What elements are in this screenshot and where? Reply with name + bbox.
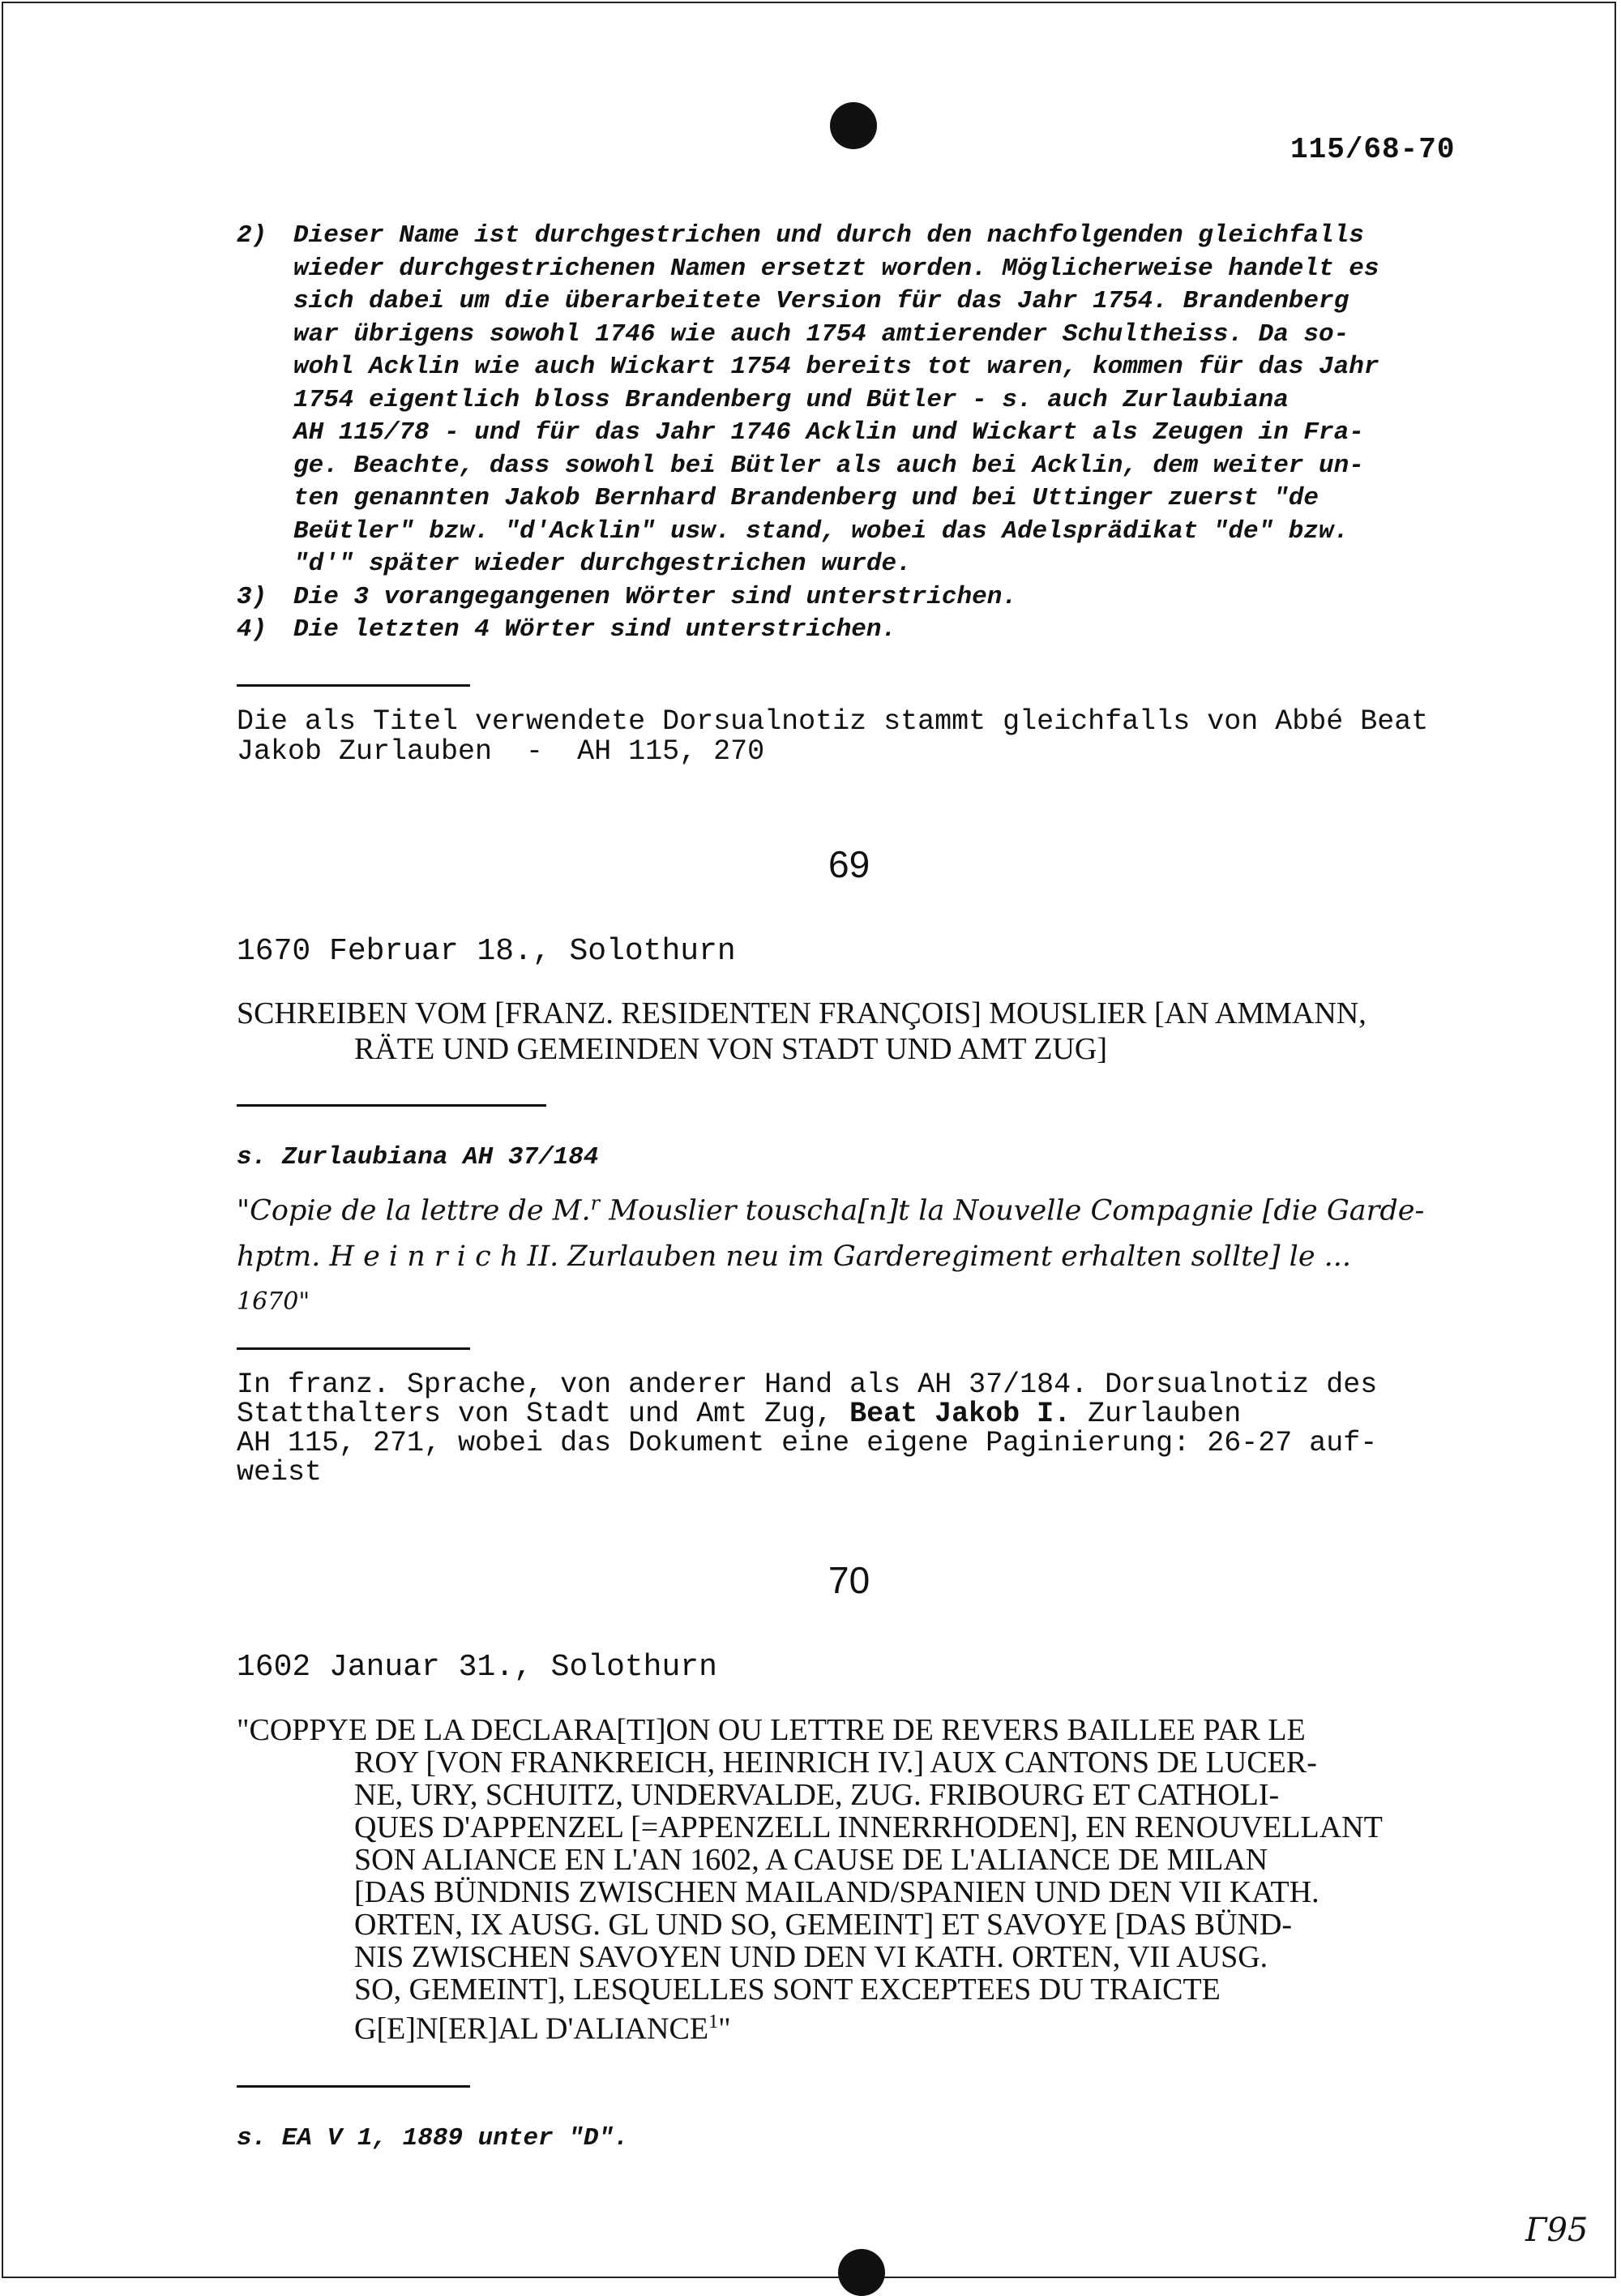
quote-text: "Copie de la lettre de M. bbox=[237, 1194, 591, 1227]
entry-note-line: AH 115, 271, wobei das Dokument eine eigene Paginierung: 26-27 auf- bbox=[237, 1427, 1378, 1459]
entry-note-text: Zurlauben bbox=[1071, 1398, 1242, 1430]
footnote bbox=[237, 614, 1501, 647]
entry-title-line: RÄTE UND GEMEINDEN VON STADT UND AMT ZUG] bbox=[354, 1032, 1107, 1066]
entry-title bbox=[237, 996, 1367, 1067]
entry-title-text: G[E]N[ER]AL D'ALIANCE bbox=[354, 2011, 709, 2046]
page-reference: 115/68-70 bbox=[1290, 133, 1456, 166]
entry-note-line: In franz. Sprache, von anderer Hand als AH 37/184. Dorsualnotiz des bbox=[237, 1369, 1378, 1401]
footnote-line: Die letzten 4 Wörter sind unterstrichen. bbox=[293, 615, 897, 644]
footnote bbox=[237, 220, 1501, 581]
entry-footnote: s. EA V 1, 1889 unter "D". bbox=[237, 2124, 629, 2152]
footnote-line: AH 115/78 - und für das Jahr 1746 Acklin und Wickart als Zeugen in Fra- bbox=[293, 418, 1364, 447]
entry-title-line: [DAS BÜNDNIS ZWISCHEN MAILAND/SPANIEN UND DEN VII KATH. bbox=[354, 1875, 1319, 1909]
entry-note-bold: Beat Jakob I. bbox=[849, 1398, 1071, 1430]
quote-line bbox=[237, 1180, 1501, 1234]
footnote-text bbox=[293, 581, 1501, 615]
entry-title-line: "COPPYE DE LA DECLARA[TI]ON OU LETTRE DE REVERS BAILLEE PAR LE bbox=[237, 1713, 1306, 1747]
footnote-line: war übrigens sowohl 1746 wie auch 1754 amtierender Schultheiss. Da so- bbox=[293, 319, 1349, 349]
footnote-text bbox=[293, 220, 1501, 581]
separator-rule bbox=[237, 2085, 470, 2088]
source-reference: s. Zurlaubiana AH 37/184 bbox=[237, 1143, 599, 1172]
footnote-line: 1754 eigentlich bloss Brandenberg und Bütler - s. auch Zurlaubiana bbox=[293, 385, 1289, 414]
footnote-line: Dieser Name ist durchgestrichen und durch den nachfolgenden gleichfalls bbox=[293, 221, 1364, 250]
footnote-number: 2) bbox=[237, 221, 267, 250]
entry-title-line: NE, URY, SCHUITZ, UNDERVALDE, ZUG. FRIBOURG ET CATHOLI- bbox=[354, 1778, 1280, 1812]
corner-mark: Г95 bbox=[1525, 2212, 1589, 2249]
entry-title-line: ORTEN, IX AUSG. GL UND SO, GEMEINT] ET SAVOYE [DAS BÜND- bbox=[354, 1908, 1293, 1942]
handwritten-quote bbox=[237, 1180, 1501, 1325]
quote-superscript: r bbox=[590, 1192, 601, 1214]
separator-rule bbox=[237, 1347, 470, 1350]
footnote-line: ten genannten Jakob Bernhard Brandenberg und bei Uttinger zuerst "de bbox=[293, 484, 1319, 512]
footnote-line: wohl Acklin wie auch Wickart 1754 bereits tot waren, kommen für das Jahr bbox=[293, 353, 1379, 381]
entry-date: 1670 Februar 18., Solothurn bbox=[237, 934, 736, 969]
footnote-marker: 1 bbox=[708, 2011, 719, 2033]
footnote-line: sich dabei um die überarbeitete Version für das Jahr 1754. Brandenberg bbox=[293, 287, 1349, 315]
footnote-line: wieder durchgestrichenen Namen ersetzt worden. Möglicherweise handelt es bbox=[293, 254, 1379, 283]
entry-title-line: QUES D'APPENZEL [=APPENZELL INNERRHODEN], EN RENOUVELLANT bbox=[354, 1810, 1383, 1844]
footnote-line: Beütler" bzw. "d'Acklin" usw. stand, wobei das Adelsprädikat "de" bzw. bbox=[293, 516, 1349, 546]
entry-title-line bbox=[237, 2006, 1501, 2045]
footnote-number: 4) bbox=[237, 615, 267, 644]
entry-date: 1602 Januar 31., Solothurn bbox=[237, 1650, 717, 1685]
dorsual-note-line: Die als Titel verwendete Dorsualnotiz stammt gleichfalls von Abbé Beat bbox=[237, 705, 1429, 738]
quote-text: Mouslier touscha[n]t la Nouvelle Compagnie [die Garde- bbox=[600, 1194, 1425, 1227]
separator-rule bbox=[237, 684, 470, 687]
entry-title-line: NIS ZWISCHEN SAVOYEN UND DEN VI KATH. ORTEN, VII AUSG. bbox=[354, 1940, 1268, 1974]
entry-title-line: SO, GEMEINT], LESQUELLES SONT EXCEPTEES DU TRAICTE bbox=[354, 1973, 1221, 2007]
quote-line: 1670" bbox=[237, 1287, 310, 1316]
entry-title-line: SON ALIANCE EN L'AN 1602, A CAUSE DE L'ALIANCE DE MILAN bbox=[354, 1843, 1268, 1877]
punch-hole-top bbox=[830, 102, 877, 149]
footnotes-top bbox=[237, 220, 1501, 647]
punch-hole-bottom bbox=[838, 2249, 885, 2296]
footnote bbox=[237, 581, 1501, 615]
entry-note-line: weist bbox=[237, 1456, 323, 1489]
entry-number: 70 bbox=[828, 1559, 870, 1601]
entry-title-line: ROY [VON FRANKREICH, HEINRICH IV.] AUX CANTONS DE LUCER- bbox=[354, 1746, 1317, 1780]
footnote-text bbox=[293, 614, 1501, 647]
entry-title-line: SCHREIBEN VOM [FRANZ. RESIDENTEN FRANÇOIS] MOUSLIER [AN AMMANN, bbox=[237, 996, 1367, 1030]
entry-number: 69 bbox=[828, 843, 870, 885]
separator-rule bbox=[237, 1104, 546, 1107]
entry-note-text: Statthalters von Stadt und Amt Zug, bbox=[237, 1398, 850, 1430]
footnote-number: 3) bbox=[237, 582, 267, 611]
footnote-line: ge. Beachte, dass sowohl bei Bütler als auch bei Acklin, dem weiter un- bbox=[293, 451, 1364, 480]
quote-line: hptm. H e i n r i c h II. Zurlauben neu im Garderegiment erhalten sollte] le ... bbox=[237, 1240, 1352, 1273]
entry-note-line bbox=[237, 1399, 1377, 1429]
footnote-line: Die 3 vorangegangenen Wörter sind unterstrichen. bbox=[293, 582, 1017, 611]
entry-title bbox=[237, 1714, 1501, 2045]
footnote-line: "d'" später wieder durchgestrichen wurde. bbox=[293, 550, 912, 578]
dorsual-note bbox=[237, 707, 1428, 767]
dorsual-note-line: Jakob Zurlauben - AH 115, 270 bbox=[237, 735, 765, 768]
entry-title-text: " bbox=[718, 2011, 731, 2046]
entry-note bbox=[237, 1370, 1377, 1487]
